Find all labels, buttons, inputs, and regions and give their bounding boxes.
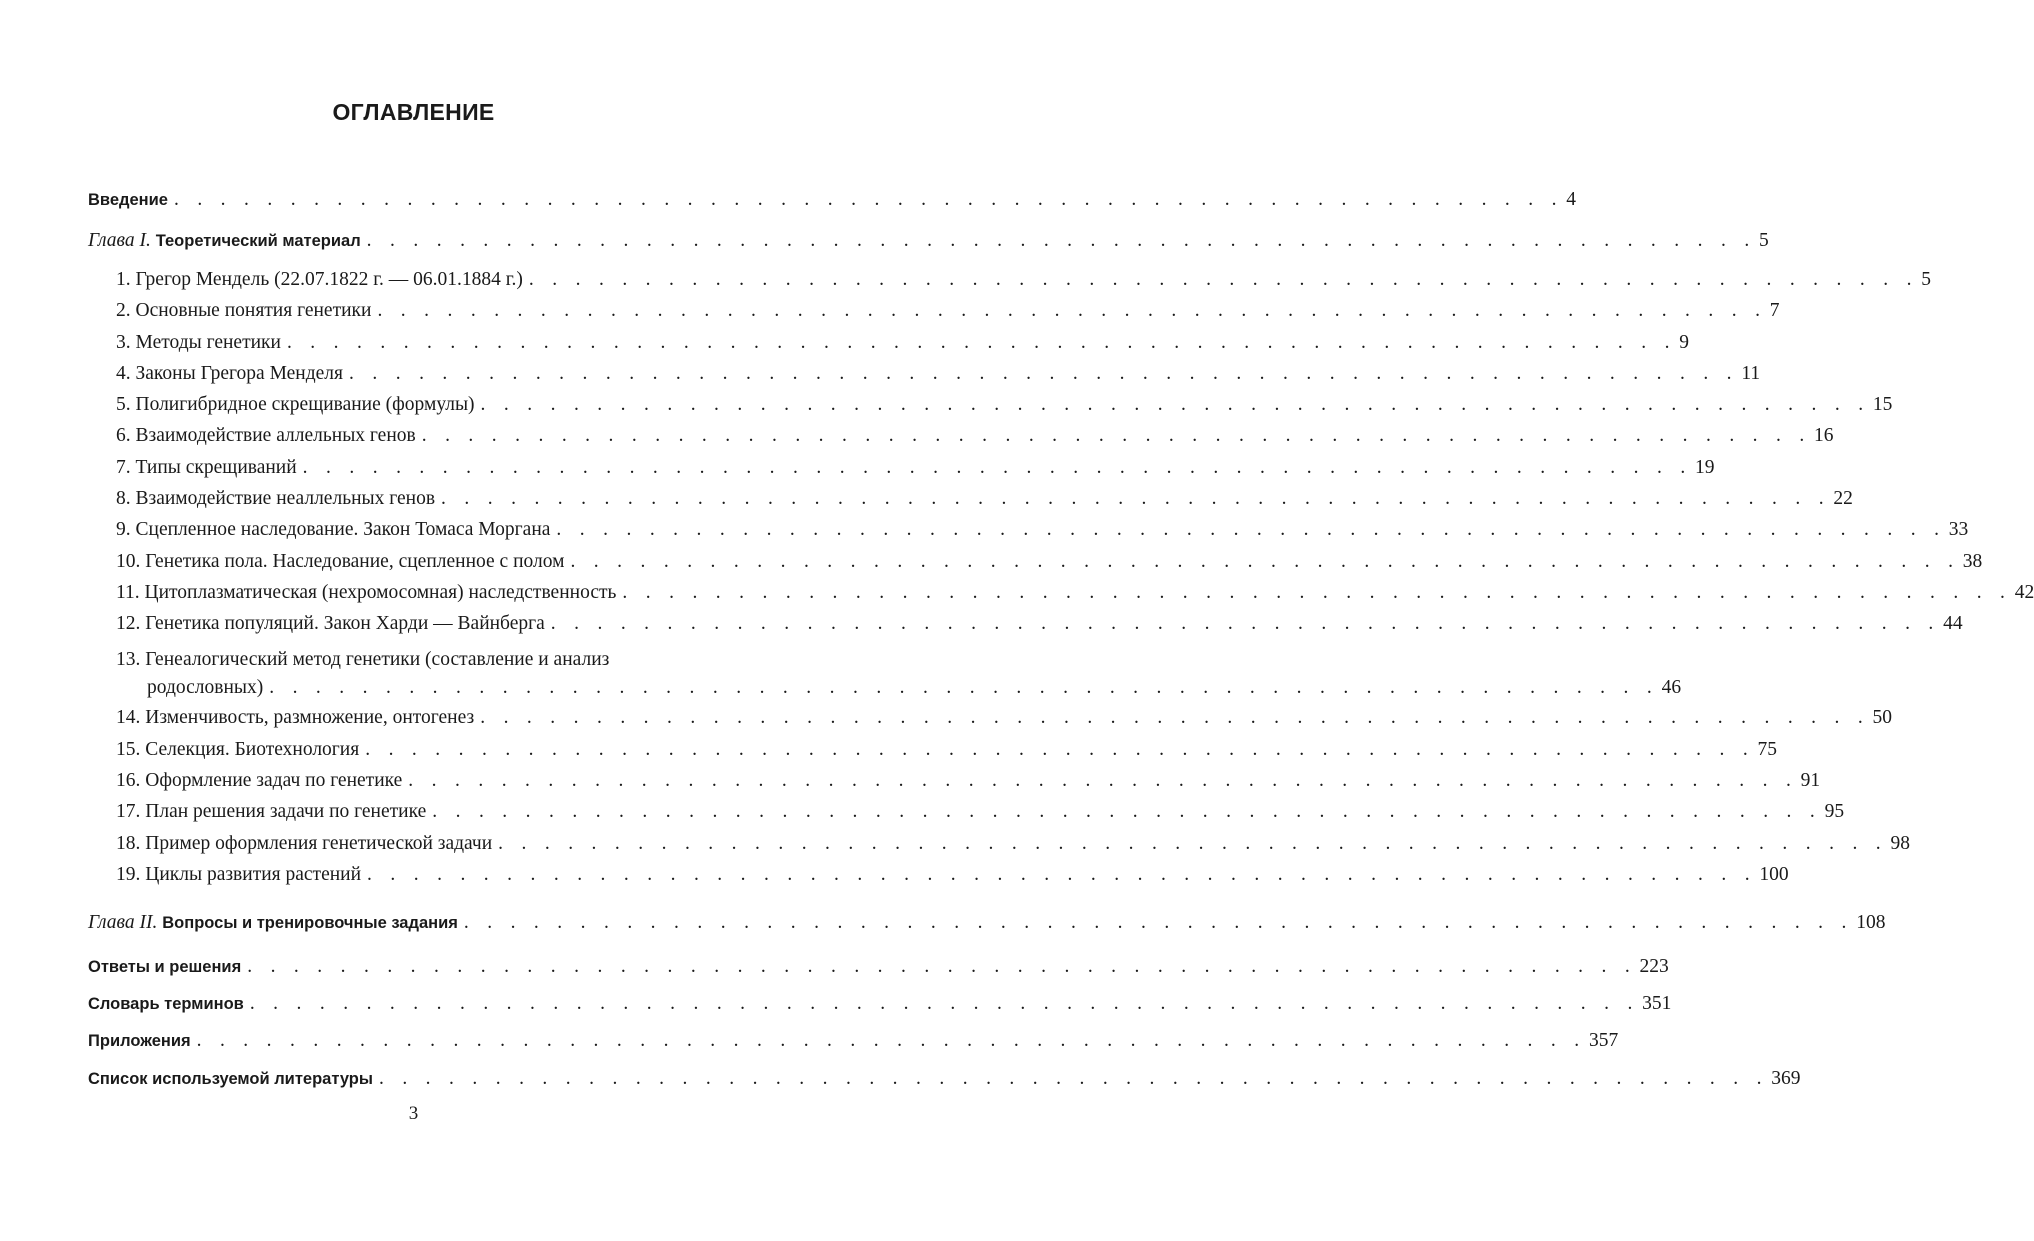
toc-page-number: 7 — [1769, 300, 1780, 321]
toc-entry-label: Список используемой литературы — [88, 1070, 373, 1088]
toc-entry-label: 19. Циклы развития растений — [116, 864, 362, 885]
toc-entry-label-cont: родословных) — [147, 677, 264, 698]
toc-entry-label: 12. Генетика популяций. Закон Харди — Вайнберга — [116, 613, 545, 634]
toc-entry-label: 9. Сцепленное наследование. Закон Томаса Моргана — [116, 519, 551, 540]
toc-entry-label: 16. Оформление задач по генетике — [116, 770, 403, 791]
dot-leader: . . . . . . . . . . . . . . . . . . . . . . . . . . . . . . . . . . . . . . . . . . . . . . . . . . . . . . . . . . . . — [366, 230, 1756, 251]
toc-page-number: 33 — [1948, 519, 1969, 540]
toc-page-number: 5 — [1921, 269, 1931, 290]
toc-page-number: 91 — [1800, 770, 1821, 791]
toc-entry-intro[interactable] — [88, 184, 1577, 212]
toc-entry-chapter-2[interactable] — [88, 907, 1886, 935]
toc-entry-label: 10. Генетика пола. Наследование, сцепленное с полом — [116, 551, 565, 572]
chapter-prefix: Глава II. — [88, 912, 158, 933]
toc-section-12[interactable] — [116, 608, 1963, 636]
dot-leader: . . . . . . . . . . . . . . . . . . . . . . . . . . . . . . . . . . . . . . . . . . . . . . . . . . . . . . . . . . . . — [173, 189, 1564, 210]
toc-entry-label: Введение — [88, 191, 168, 209]
dot-leader: . . . . . . . . . . . . . . . . . . . . . . . . . . . . . . . . . . . . . . . . . . . . . . . . . . . . . . . . . . . . — [378, 1068, 1769, 1089]
toc-section-5[interactable] — [116, 389, 1893, 417]
toc-entry-label: Теоретический материал — [155, 232, 361, 250]
toc-page-number: 351 — [1642, 993, 1672, 1014]
dot-leader: . . . . . . . . . . . . . . . . . . . . . . . . . . . . . . . . . . . . . . . . . . . . . . . . . . . . . . . . . . . . — [249, 993, 1640, 1014]
toc-section-17[interactable] — [116, 796, 1845, 824]
toc-entry-label: 11. Цитоплазматическая (нехромосомная) наследственность — [116, 582, 617, 603]
toc-page-number: 4 — [1566, 189, 1577, 210]
toc-section-2[interactable] — [116, 295, 1780, 323]
toc-entry-label: 17. План решения задачи по генетике — [116, 801, 427, 822]
toc-entry-label: 1. Грегор Мендель (22.07.1822 г. — 06.01.1884 г.) — [116, 269, 523, 290]
toc-entry-answers[interactable] — [88, 951, 1669, 979]
toc-section-8[interactable] — [116, 483, 1853, 511]
dot-leader: . . . . . . . . . . . . . . . . . . . . . . . . . . . . . . . . . . . . . . . . . . . . . . . . . . . . . . . . . . . . — [556, 519, 1946, 540]
dot-leader: . . . . . . . . . . . . . . . . . . . . . . . . . . . . . . . . . . . . . . . . . . . . . . . . . . . . . . . . . . . . — [528, 269, 1919, 290]
toc-section-19[interactable] — [116, 859, 1789, 887]
toc-entry-chapter-1[interactable] — [88, 225, 1769, 253]
toc-section-15[interactable] — [116, 734, 1778, 762]
toc-page-number: 75 — [1757, 739, 1778, 760]
toc-section-18[interactable] — [116, 828, 1910, 856]
toc-section-14[interactable] — [116, 702, 1893, 730]
page-title: ОГЛАВЛЕНИЕ — [332, 99, 495, 125]
toc-page-number: 108 — [1856, 912, 1886, 933]
toc-page-number: 38 — [1962, 551, 1983, 572]
dot-leader: . . . . . . . . . . . . . . . . . . . . . . . . . . . . . . . . . . . . . . . . . . . . . . . . . . . . . . . . . . . . — [408, 770, 1798, 791]
dot-leader: . . . . . . . . . . . . . . . . . . . . . . . . . . . . . . . . . . . . . . . . . . . . . . . . . . . . . . . . . . . . — [480, 707, 1870, 728]
toc-page-number: 16 — [1814, 425, 1834, 446]
dot-leader: . . . . . . . . . . . . . . . . . . . . . . . . . . . . . . . . . . . . . . . . . . . . . . . . . . . . . . . . . . . . — [349, 363, 1739, 384]
toc-entry-label: 4. Законы Грегора Менделя — [116, 363, 344, 384]
dot-leader: . . . . . . . . . . . . . . . . . . . . . . . . . . . . . . . . . . . . . . . . . . . . . . . . . . . . . . . . . . . . — [550, 613, 1941, 634]
toc-page-number: 50 — [1872, 707, 1893, 728]
toc-entry-label: 18. Пример оформления генетической задачи — [116, 833, 493, 854]
toc-page-number: 357 — [1588, 1030, 1619, 1051]
toc-section-11[interactable] — [116, 577, 2034, 605]
toc-section-1[interactable] — [116, 264, 1931, 292]
dot-leader: . . . . . . . . . . . . . . . . . . . . . . . . . . . . . . . . . . . . . . . . . . . . . . . . . . . . . . . . . . . . — [286, 332, 1677, 353]
toc-section-9[interactable] — [116, 514, 1969, 542]
dot-leader: . . . . . . . . . . . . . . . . . . . . . . . . . . . . . . . . . . . . . . . . . . . . . . . . . . . . . . . . . . . . — [432, 801, 1822, 822]
toc-page-number: 19 — [1695, 457, 1715, 478]
toc-page-number: 100 — [1759, 864, 1789, 885]
toc-page-number: 5 — [1759, 230, 1769, 251]
dot-leader: . . . . . . . . . . . . . . . . . . . . . . . . . . . . . . . . . . . . . . . . . . . . . . . . . . . . . . . . . . . . — [421, 425, 1812, 446]
toc-page-number: 44 — [1943, 613, 1963, 634]
toc-entry-label: 14. Изменчивость, размножение, онтогенез — [116, 707, 475, 728]
toc-page-number: 15 — [1872, 394, 1893, 415]
toc-entry-label: 7. Типы скрещиваний — [116, 457, 297, 478]
toc-entry-label: 2. Основные понятия генетики — [116, 300, 372, 321]
toc-section-16[interactable] — [116, 765, 1821, 793]
page-number: 3 — [408, 1103, 419, 1124]
dot-leader: . . . . . . . . . . . . . . . . . . . . . . . . . . . . . . . . . . . . . . . . . . . . . . . . . . . . . . . . . . . . — [365, 739, 1755, 760]
dot-leader: . . . . . . . . . . . . . . . . . . . . . . . . . . . . . . . . . . . . . . . . . . . . . . . . . . . . . . . . . . . . — [498, 833, 1888, 854]
toc-entry-glossary[interactable] — [88, 988, 1672, 1016]
dot-leader: . . . . . . . . . . . . . . . . . . . . . . . . . . . . . . . . . . . . . . . . . . . . . . . . . . . . . . . . . . . . — [441, 488, 1831, 509]
toc-section-3[interactable] — [116, 327, 1690, 355]
toc-page-number: 369 — [1771, 1068, 1801, 1089]
toc-entry-continuation — [116, 676, 1682, 700]
toc-section-6[interactable] — [116, 420, 1834, 448]
toc-entry-label: 15. Селекция. Биотехнология — [116, 739, 360, 760]
dot-leader: . . . . . . . . . . . . . . . . . . . . . . . . . . . . . . . . . . . . . . . . . . . . . . . . . . . . . . . . . . . . — [377, 300, 1767, 321]
dot-leader: . . . . . . . . . . . . . . . . . . . . . . . . . . . . . . . . . . . . . . . . . . . . . . . . . . . . . . . . . . . . — [570, 551, 1960, 572]
dot-leader: . . . . . . . . . . . . . . . . . . . . . . . . . . . . . . . . . . . . . . . . . . . . . . . . . . . . . . . . . . . . — [302, 457, 1692, 478]
toc-page-number: 46 — [1661, 677, 1682, 698]
toc-entry-label: 3. Методы генетики — [116, 332, 281, 353]
dot-leader: . . . . . . . . . . . . . . . . . . . . . . . . . . . . . . . . . . . . . . . . . . . . . . . . . . . . . . . . . . . . — [247, 956, 1637, 977]
dot-leader: . . . . . . . . . . . . . . . . . . . . . . . . . . . . . . . . . . . . . . . . . . . . . . . . . . . . . . . . . . . . — [367, 864, 1757, 885]
dot-leader: . . . . . . . . . . . . . . . . . . . . . . . . . . . . . . . . . . . . . . . . . . . . . . . . . . . . . . . . . . . . — [269, 677, 1659, 698]
toc-section-10[interactable] — [116, 546, 1983, 574]
dot-leader: . . . . . . . . . . . . . . . . . . . . . . . . . . . . . . . . . . . . . . . . . . . . . . . . . . . . . . . . . . . . — [622, 582, 2012, 603]
dot-leader: . . . . . . . . . . . . . . . . . . . . . . . . . . . . . . . . . . . . . . . . . . . . . . . . . . . . . . . . . . . . — [196, 1030, 1586, 1051]
toc-section-4[interactable] — [116, 358, 1761, 386]
toc-entry-literature[interactable] — [88, 1063, 1801, 1091]
toc-entry-label: 5. Полигибридное скрещивание (формулы) — [116, 394, 475, 415]
toc-section-13[interactable] — [116, 648, 1682, 700]
toc-entry-appendices[interactable] — [88, 1025, 1619, 1053]
toc-entry-label: Ответы и решения — [88, 958, 242, 976]
toc-entry-label: Вопросы и тренировочные задания — [162, 914, 458, 932]
dot-leader: . . . . . . . . . . . . . . . . . . . . . . . . . . . . . . . . . . . . . . . . . . . . . . . . . . . . . . . . . . . . — [480, 394, 1870, 415]
toc-entry-label: Словарь терминов — [88, 995, 244, 1013]
toc-page-number: 22 — [1833, 488, 1853, 509]
toc-entry-label: 8. Взаимодействие неаллельных генов — [116, 488, 436, 509]
toc-page-number: 95 — [1824, 801, 1845, 822]
toc-entry-label: 13. Генеалогический метод генетики (составление и анализ — [116, 649, 610, 670]
toc-entry-label: Приложения — [88, 1032, 191, 1050]
chapter-prefix: Глава I. — [88, 230, 151, 251]
toc-page-number: 9 — [1679, 332, 1690, 353]
dot-leader: . . . . . . . . . . . . . . . . . . . . . . . . . . . . . . . . . . . . . . . . . . . . . . . . . . . . . . . . . . . . — [463, 912, 1854, 933]
toc-section-7[interactable] — [116, 452, 1715, 480]
toc-page-number: 42 — [2014, 582, 2034, 603]
toc-entry-label: 6. Взаимодействие аллельных генов — [116, 425, 416, 446]
toc-page-number: 98 — [1890, 833, 1910, 854]
toc-page-number: 11 — [1741, 363, 1761, 384]
toc-page-number: 223 — [1639, 956, 1669, 977]
